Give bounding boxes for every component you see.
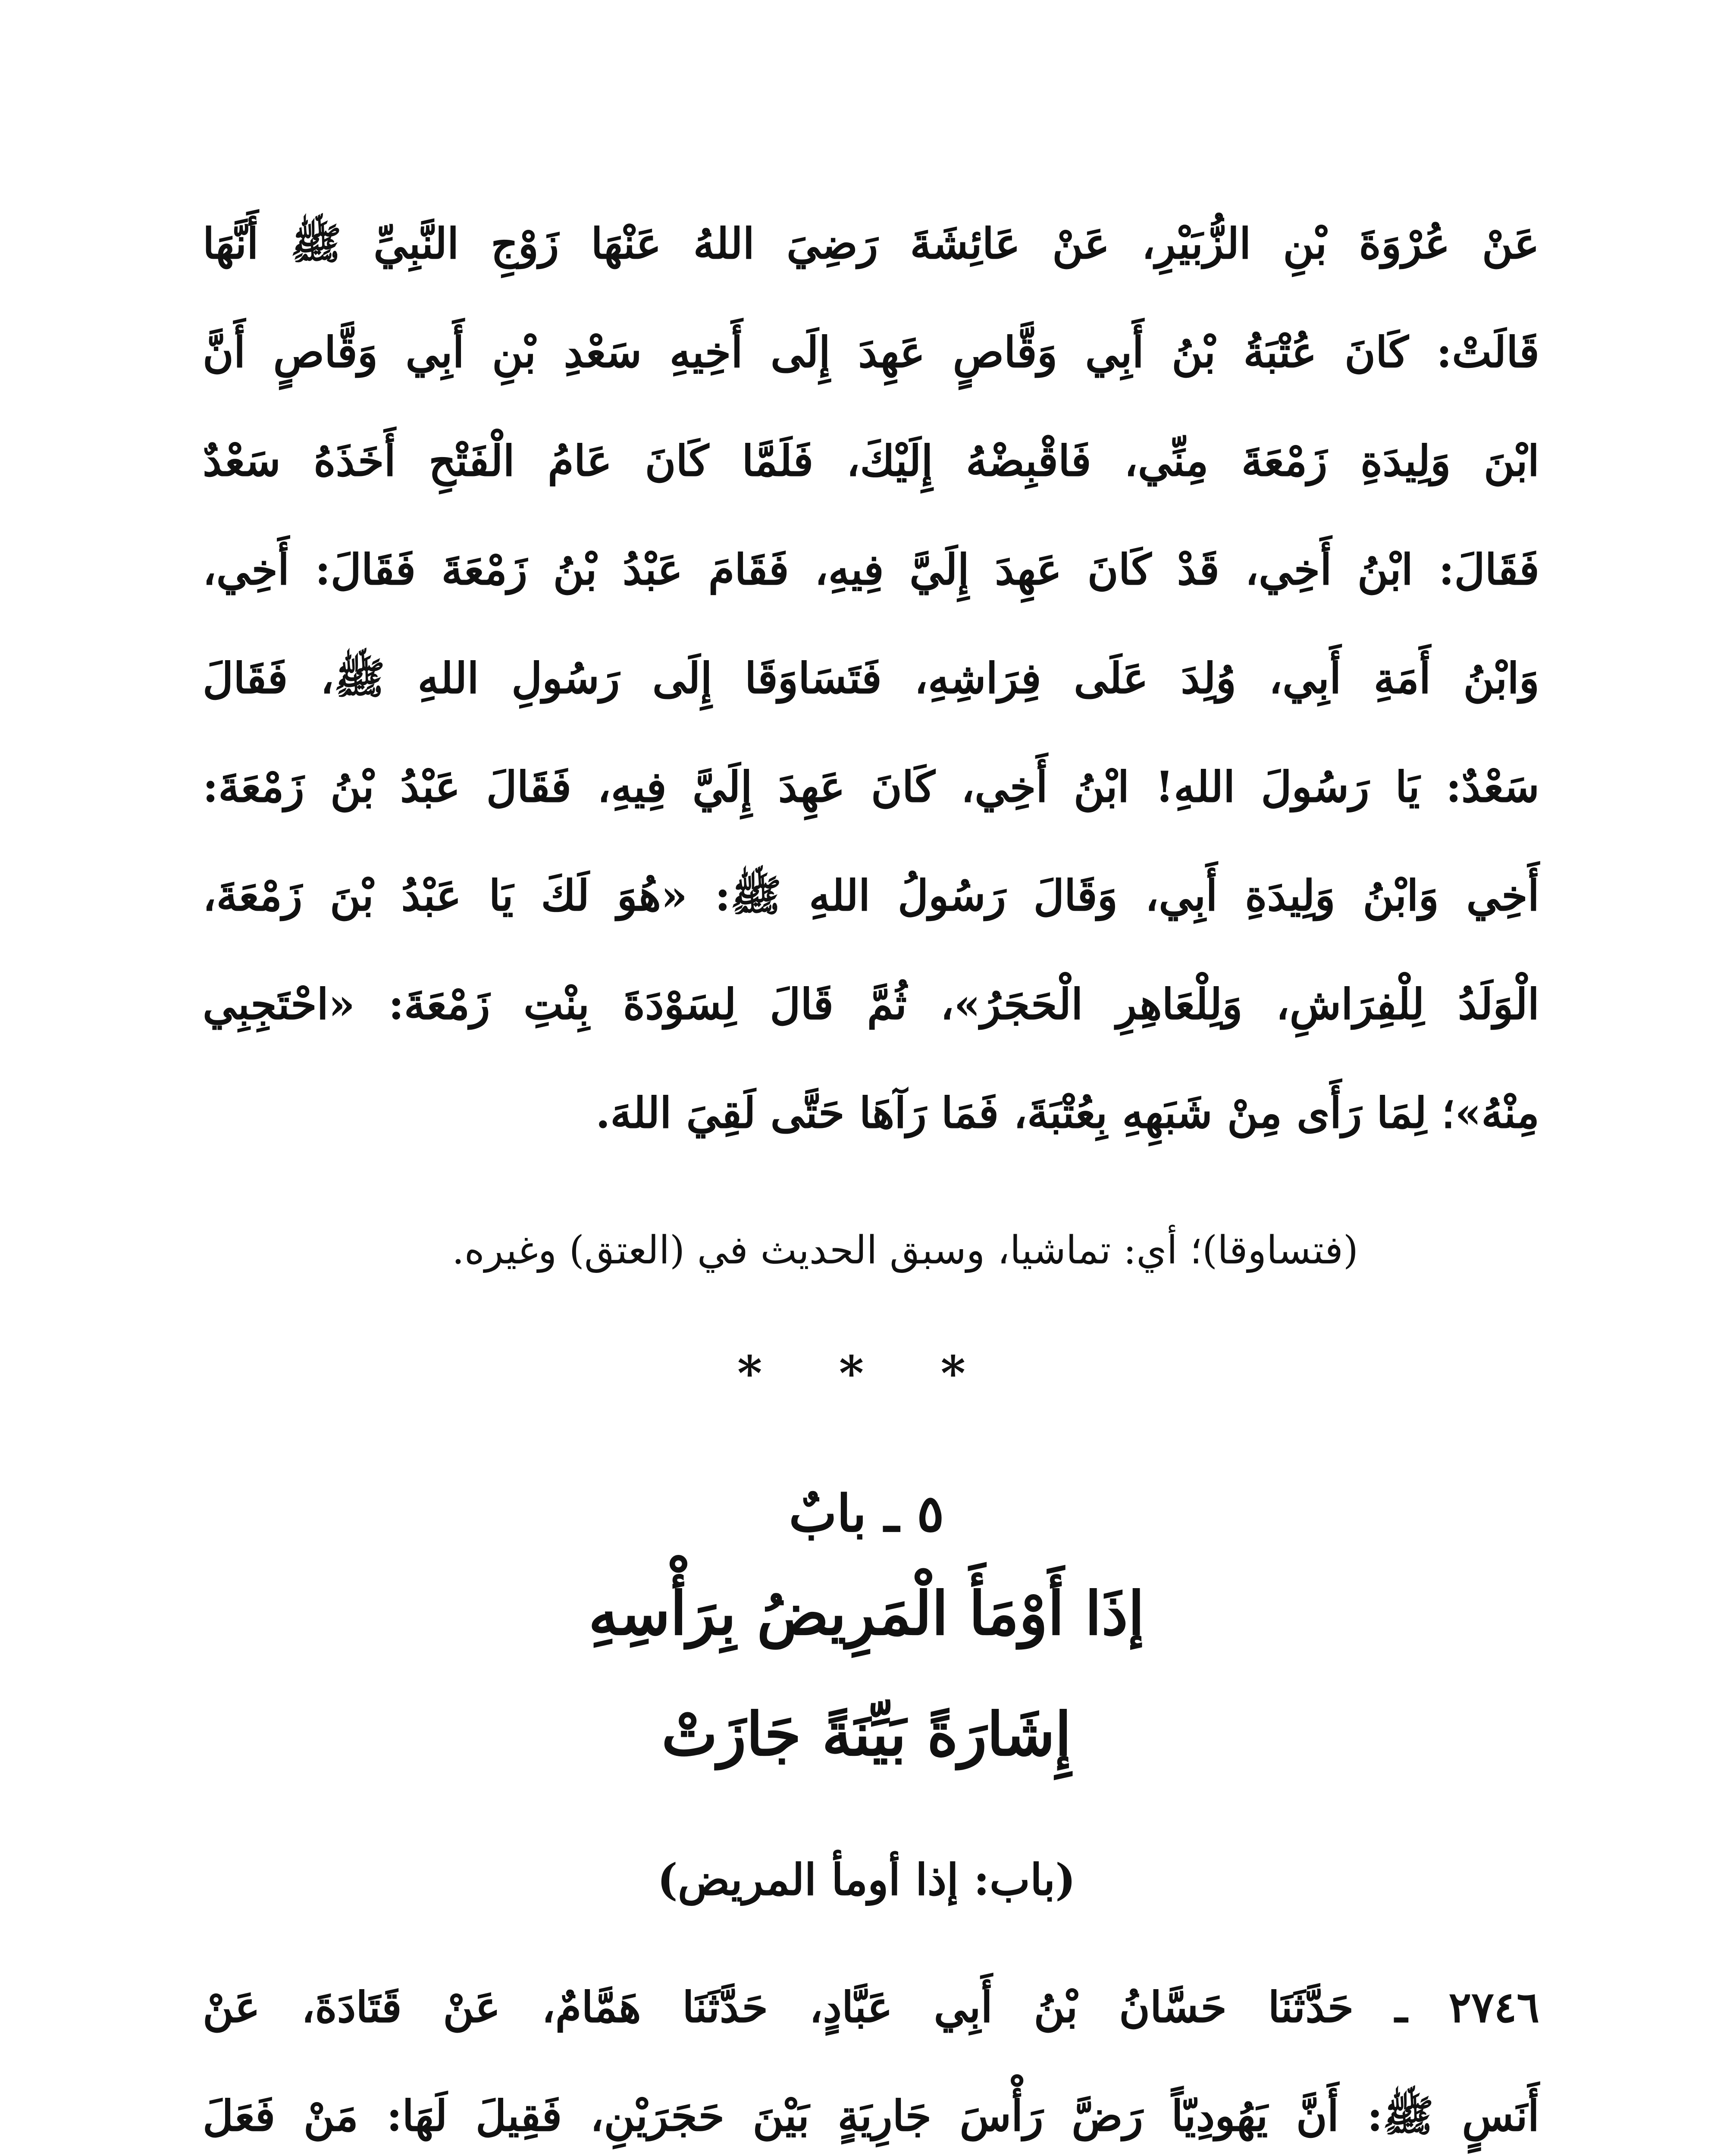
hadith-continuation-text <box>203 190 1539 1168</box>
chapter-title-line-1: إذَا أَوْمَأَ الْمَرِيضُ بِرَأْسِهِ <box>588 1578 1145 1648</box>
text-line: الْوَلَدُ لِلْفِرَاشِ، وَلِلْعَاهِرِ الْحَجَرُ»، ثُمَّ قَالَ لِسَوْدَةَ بِنْتِ زَمْعَةَ: «احْتَجِبِي <box>203 980 1539 1029</box>
text-line: أَخِي وَابْنُ وَلِيدَةِ أَبِي، وَقَالَ رَسُولُ اللهِ ﷺ: «هُوَ لَكَ يَا عَبْدُ بْنَ زَمْعَةَ، <box>203 871 1539 921</box>
hadith-text <box>203 1953 1539 2156</box>
text-line: عَنْ عُرْوَةَ بْنِ الزُّبَيْرِ، عَنْ عَائِشَةَ رَضِيَ اللهُ عَنْهَا زَوْجِ النَّبِيِّ ﷺ أَنَّهَا <box>203 219 1539 269</box>
chapter-number: ٥ ـ بابٌ <box>789 1483 944 1543</box>
text-line: سَعْدٌ: يَا رَسُولَ اللهِ! ابْنُ أَخِي، كَانَ عَهِدَ إِلَيَّ فِيهِ، فَقَالَ عَبْدُ بْنُ زَمْعَةَ: <box>203 762 1539 812</box>
text-line: قَالَتْ: كَانَ عُتْبَةُ بْنُ أَبِي وَقَّاصٍ عَهِدَ إِلَى أَخِيهِ سَعْدِ بْنِ أَبِي وَقَّاصٍ أَنَّ <box>203 328 1539 377</box>
commentary-heading: (باب: إذا أومأ المريض) <box>657 1854 1076 1905</box>
text-line: ابْنَ وَلِيدَةِ زَمْعَةَ مِنِّي، فَاقْبِضْهُ إِلَيْكَ، فَلَمَّا كَانَ عَامُ الْفَتْحِ أَخَذَهُ سَعْدٌ <box>203 436 1539 486</box>
section-separator: * * * <box>737 1345 996 1401</box>
commentary-note: (فتساوقا)؛ أي: تماشيا، وسبق الحديث في (العتق) وغيره. <box>452 1228 1358 1273</box>
text-line: أَنَسٍ ﷺ: أَنَّ يَهُودِيّاً رَضَّ رَأْسَ جَارِيَةٍ بَيْنَ حَجَرَيْنِ، فَقِيلَ لَهَا: مَنْ فَعَلَ <box>203 2091 1539 2141</box>
text-line: وَابْنُ أَمَةِ أَبِي، وُلِدَ عَلَى فِرَاشِهِ، فَتَسَاوَقَا إِلَى رَسُولِ اللهِ ﷺ، فَقَالَ <box>203 654 1539 703</box>
text-line: ٢٧٤٦ ـ حَدَّثَنَا حَسَّانُ بْنُ أَبِي عَبَّادٍ، حَدَّثَنَا هَمَّامٌ، عَنْ قَتَادَةَ، عَنْ <box>203 1983 1539 2032</box>
text-line: مِنْهُ»؛ لِمَا رَأَى مِنْ شَبَهِهِ بِعُتْبَةَ، فَمَا رَآهَا حَتَّى لَقِيَ اللهَ. <box>595 1088 1539 1138</box>
text-line: فَقَالَ: ابْنُ أَخِي، قَدْ كَانَ عَهِدَ إِلَيَّ فِيهِ، فَقَامَ عَبْدُ بْنُ زَمْعَةَ فَقَالَ: أَخِي، <box>203 545 1539 595</box>
chapter-title-line-2: إِشَارَةً بَيِّنَةً جَازَتْ <box>661 1699 1072 1769</box>
